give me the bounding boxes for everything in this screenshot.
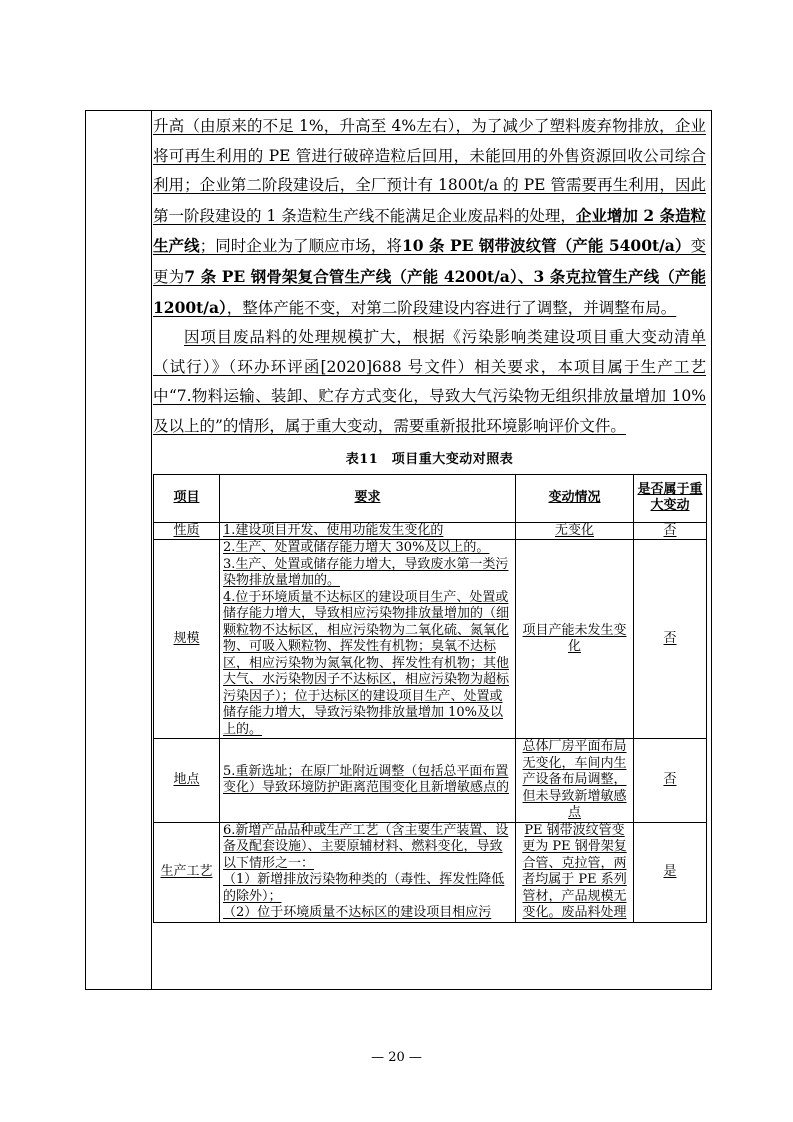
row-major: 否 [634, 522, 707, 540]
row-item: 规模 [154, 540, 220, 739]
row-change: 项目产能未发生变化 [516, 540, 634, 739]
row-change: PE 钢带波纹管变更为 PE 钢骨架复合管、克拉管，两者均属于 PE 系列管材，产品规模无变化。废品料处理 [516, 822, 634, 922]
row-major: 否 [634, 739, 707, 823]
row-major: 是 [634, 822, 707, 922]
header-change: 变动情况 [516, 474, 634, 522]
content-area [153, 112, 706, 923]
table-header-row [154, 474, 707, 522]
paragraph1-seg-0: 升高（由原来的不足 1%，升高至 4%左右），为了减少了塑料废弃物排放，企业将可再生利用的 PE 管进行破碎造粒后回用，未能回用的外售资源回收公司综合利用；企业第二阶段建设后，全厂预计有 1800t/a 的 PE 管需要再生利用，因此第一阶段建设的 1 条造粒生产线不能满足企业废品料的处理， [153, 117, 706, 225]
paragraph1-seg-3: 10 条 PE 钢带波纹管（产能 5400t/a） [401, 236, 691, 256]
table-row [154, 739, 707, 823]
requirement-line: 4.位于环境质量不达标区的建设项目生产、处置或储存能力增大，导致相应污染物排放量增加的（细颗粒物不达标区，相应污染物为二氧化硫、氮氧化物、可吸入颗粒物、挥发性有机物；臭氧不达标区，相应污染物为氮氧化物、挥发性有机物；其他大气、水污染物因子不达标区，相应污染物为超标污染因子）；位于达标区的建设项目生产、处置或储存能力增大，导致污染物排放量增加 10%及以上的。 [223, 589, 510, 737]
row-requirement [220, 540, 516, 739]
requirement-line: 6.新增产品品种或生产工艺（含主要生产装置、设备及配套设施）、主要原辅材料、燃料变化，导致以下情形之一： [223, 822, 509, 871]
table-row [154, 522, 707, 540]
header-major: 是否属于重大变动 [634, 474, 707, 522]
header-requirement: 要求 [220, 474, 516, 522]
table-row [154, 822, 707, 922]
page-number: — 20 — [371, 1050, 422, 1065]
row-item: 生产工艺 [154, 822, 220, 922]
paragraph1-seg-5: 7 条 PE 钢骨架复合管生产线（产能 4200t/a）、3 条克拉管生产线（产能 1200t/a） [153, 266, 706, 317]
paragraph-capacity-change [153, 112, 706, 323]
requirement-line: （2）位于环境质量不达标区的建设项目相应污 [223, 905, 492, 921]
row-requirement: 1.建设项目开发、使用功能发生变化的 [220, 522, 516, 540]
header-item: 项目 [154, 474, 220, 522]
row-item: 地点 [154, 739, 220, 823]
requirement-line: 3.生产、处置或储存能力增大，导致废水第一类污染物排放量增加的。 [223, 556, 509, 589]
frame-divider [151, 111, 152, 989]
row-change: 总体厂房平面布局无变化，车间内生产设备布局调整，但未导致新增敏感点 [516, 739, 634, 823]
requirement-line: 2.生产、处置或储存能力增大 30%及以上的。 [223, 540, 490, 556]
row-requirement [220, 822, 516, 922]
table-row [154, 540, 707, 739]
paragraph1-seg-4: 变更为 [153, 237, 706, 286]
major-change-table [153, 474, 707, 923]
paragraph1-seg-1: 企业增加 2 条造粒生产线 [153, 205, 707, 256]
row-requirement: 5.重新选址；在原厂址附近调整（包括总平面布置变化）导致环境防护距离范围变化且新增敏感点的 [220, 739, 516, 823]
row-item: 性质 [154, 522, 220, 540]
paragraph1-seg-6: ，整体产能不变，对第二阶段建设内容进行了调整，并调整布局。 [226, 298, 677, 317]
table-caption: 表11 项目重大变动对照表 [345, 451, 514, 467]
row-major: 否 [634, 540, 707, 739]
paragraph-major-change: 因项目废品料的处理规模扩大，根据《污染影响类建设项目重大变动清单（试行）》（环办环评函[2020]688 号文件）相关要求，本项目属于生产工艺中“7.物料运输、装卸、贮存方式变化，导致大气污染物无组织排放量增加 10%及以上的”的情形，属于重大变动，需要重新报批环境影响评价文件。 [153, 328, 706, 435]
row-change: 无变化 [516, 522, 634, 540]
requirement-line: （1）新增排放污染物种类的（毒性、挥发性降低的除外）； [223, 872, 505, 904]
paragraph1-seg-2: ；同时企业为了顺应市场，将 [199, 237, 402, 256]
